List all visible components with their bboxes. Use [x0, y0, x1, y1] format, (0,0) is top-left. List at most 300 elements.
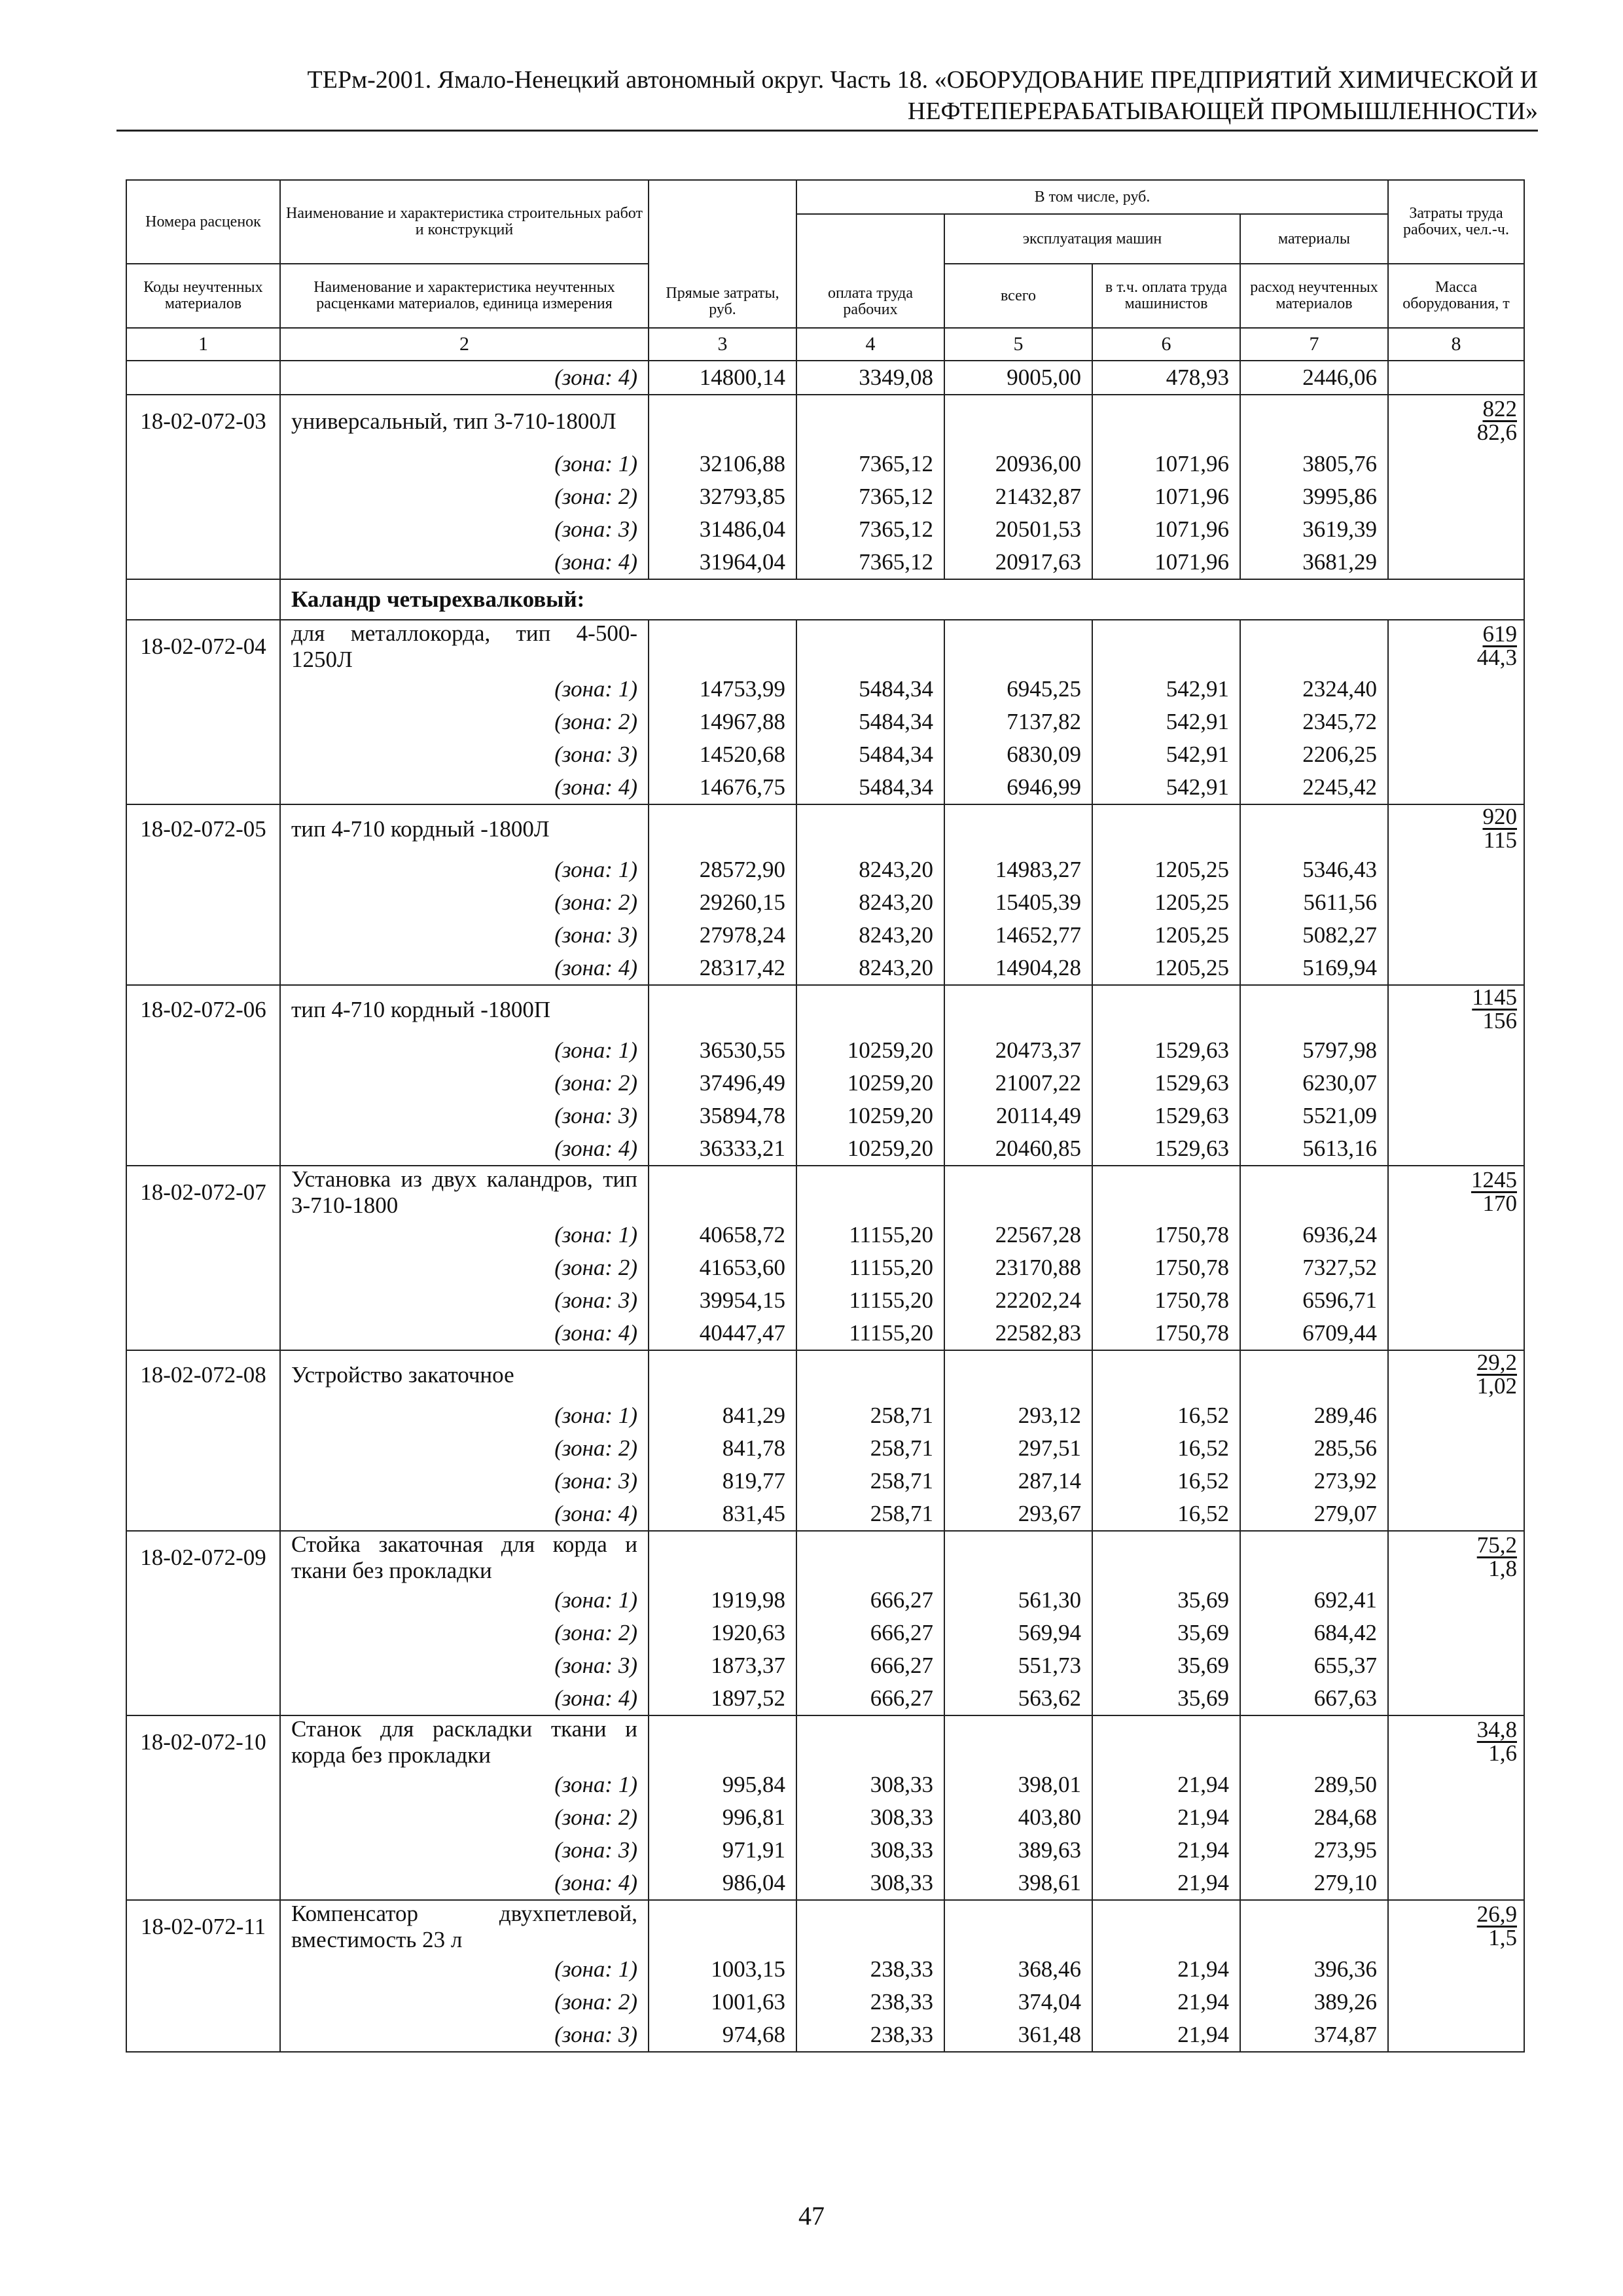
rate-code-cell [126, 706, 280, 738]
value-cell: 258,71 [796, 1498, 944, 1531]
value-cell: 14983,27 [944, 853, 1092, 886]
zone-label: (зона: 1) [280, 853, 649, 886]
value-cell: 3349,08 [796, 361, 944, 395]
value-cell: 1919,98 [649, 1584, 796, 1617]
value-cell: 289,50 [1240, 1768, 1388, 1801]
header-mass: Масса оборудования, т [1388, 264, 1524, 328]
value-cell: 971,91 [649, 1834, 796, 1867]
labor-mass-cell [1388, 1531, 1524, 1584]
empty-cell [944, 1350, 1092, 1399]
labor-value: 29,2 [1476, 1350, 1517, 1375]
value-cell: 2324,40 [1240, 673, 1388, 706]
value-cell: 6709,44 [1240, 1317, 1388, 1350]
header-in-total: В том числе, руб. [796, 180, 1388, 214]
page-number: 47 [798, 2201, 825, 2231]
header-wages [796, 214, 944, 328]
zone-label: (зона: 3) [280, 1284, 649, 1317]
header-machinist-wages: в т.ч. оплата труда машинистов [1092, 264, 1240, 328]
value-cell: 10259,20 [796, 1100, 944, 1132]
value-cell: 35,69 [1092, 1617, 1240, 1649]
labor-mass-cell [1388, 513, 1524, 546]
empty-cell [944, 1900, 1092, 1953]
zone-label: (зона: 1) [280, 1219, 649, 1251]
value-cell: 841,29 [649, 1399, 796, 1432]
labor-mass-cell [1388, 1350, 1524, 1399]
empty-cell [1092, 1900, 1240, 1953]
labor-mass-fraction [1477, 1351, 1517, 1398]
value-cell: 37496,49 [649, 1067, 796, 1100]
value-cell: 5082,27 [1240, 919, 1388, 952]
value-cell: 374,04 [944, 1986, 1092, 2018]
empty-cell [649, 1350, 796, 1399]
column-numbers-row [126, 328, 1524, 361]
zone-row [126, 1498, 1524, 1531]
empty-cell [1092, 1531, 1240, 1584]
labor-mass-fraction [1477, 1903, 1517, 1950]
empty-cell [1240, 620, 1388, 673]
value-cell: 41653,60 [649, 1251, 796, 1284]
rate-title: Компенсатор двухпетлевой, вместимость 23 л [280, 1900, 649, 1953]
column-number: 6 [1092, 328, 1240, 361]
value-cell: 10259,20 [796, 1067, 944, 1100]
value-cell: 5169,94 [1240, 952, 1388, 985]
labor-mass-cell [1388, 1867, 1524, 1900]
header-direct-costs-label: Прямые затраты, руб. [666, 285, 779, 318]
labor-mass-fraction [1477, 1534, 1517, 1581]
rate-title: Станок для раскладки ткани и корда без прокладки [280, 1715, 649, 1768]
value-cell: 14904,28 [944, 952, 1092, 985]
empty-cell [1092, 1350, 1240, 1399]
value-cell: 15405,39 [944, 886, 1092, 919]
zone-label: (зона: 2) [280, 1251, 649, 1284]
value-cell: 10259,20 [796, 1132, 944, 1166]
value-cell: 8243,20 [796, 886, 944, 919]
rate-item-row [126, 1531, 1524, 1584]
labor-value: 619 [1482, 621, 1517, 647]
zone-row [126, 1682, 1524, 1715]
value-cell: 7137,82 [944, 706, 1092, 738]
value-cell: 478,93 [1092, 361, 1240, 395]
rate-code-cell [126, 1067, 280, 1100]
zone-label: (зона: 4) [280, 546, 649, 579]
labor-mass-cell [1388, 706, 1524, 738]
rate-title: тип 4-710 кордный -1800Л [280, 804, 649, 853]
zone-row [126, 448, 1524, 480]
zone-row [126, 1584, 1524, 1617]
value-cell: 20460,85 [944, 1132, 1092, 1166]
zone-label: (зона: 2) [280, 1432, 649, 1465]
zone-label: (зона: 2) [280, 1801, 649, 1834]
labor-mass-cell [1388, 480, 1524, 513]
value-cell: 279,07 [1240, 1498, 1388, 1531]
value-cell: 1529,63 [1092, 1100, 1240, 1132]
value-cell: 7365,12 [796, 448, 944, 480]
labor-mass-cell [1388, 1067, 1524, 1100]
zone-label: (зона: 2) [280, 1986, 649, 2018]
value-cell: 8243,20 [796, 919, 944, 952]
zone-label: (зона: 1) [280, 1034, 649, 1067]
labor-mass-cell [1388, 1317, 1524, 1350]
value-cell: 1071,96 [1092, 448, 1240, 480]
value-cell: 6830,09 [944, 738, 1092, 771]
value-cell: 21,94 [1092, 1801, 1240, 1834]
rate-title: для металлокорда, тип 4-500-1250Л [280, 620, 649, 673]
value-cell: 16,52 [1092, 1432, 1240, 1465]
labor-mass-fraction [1477, 397, 1517, 444]
running-header-line-1: ТЕРм-2001. Ямало-Ненецкий автономный округ. Часть 18. «ОБОРУДОВАНИЕ ПРЕДПРИЯТИЙ ХИМИЧЕСКОЙ И [307, 66, 1538, 94]
labor-mass-cell [1388, 448, 1524, 480]
empty-cell [649, 1166, 796, 1219]
header-work-name: Наименование и характеристика строительных работ и конструкций [280, 180, 649, 264]
value-cell: 293,67 [944, 1498, 1092, 1531]
empty-cell [1240, 1531, 1388, 1584]
labor-value: 920 [1482, 804, 1517, 829]
value-cell: 279,10 [1240, 1867, 1388, 1900]
value-cell: 238,33 [796, 2018, 944, 2052]
value-cell: 7365,12 [796, 546, 944, 579]
labor-mass-fraction [1477, 1718, 1517, 1765]
rate-code: 18-02-072-03 [126, 395, 280, 448]
value-cell: 3995,86 [1240, 480, 1388, 513]
empty-cell [649, 1531, 796, 1584]
value-cell: 5484,34 [796, 706, 944, 738]
zone-row [126, 1768, 1524, 1801]
rate-code-cell [126, 546, 280, 579]
value-cell: 5797,98 [1240, 1034, 1388, 1067]
value-cell: 14520,68 [649, 738, 796, 771]
value-cell: 2245,42 [1240, 771, 1388, 804]
value-cell: 542,91 [1092, 673, 1240, 706]
labor-mass-cell [1388, 1399, 1524, 1432]
empty-cell [649, 1715, 796, 1768]
zone-label: (зона: 1) [280, 1953, 649, 1986]
header-row-1 [126, 180, 1524, 214]
rate-code-cell [126, 1284, 280, 1317]
section-title: Каландр четырехвалковый: [280, 579, 1524, 620]
rate-code: 18-02-072-10 [126, 1715, 280, 1768]
value-cell: 32106,88 [649, 448, 796, 480]
value-cell: 3619,39 [1240, 513, 1388, 546]
value-cell: 32793,85 [649, 480, 796, 513]
mass-value: 115 [1483, 827, 1517, 853]
value-cell: 284,68 [1240, 1801, 1388, 1834]
zone-label: (зона: 4) [280, 1682, 649, 1715]
zone-row [126, 546, 1524, 579]
value-cell: 666,27 [796, 1682, 944, 1715]
empty-cell [796, 1900, 944, 1953]
value-cell: 1750,78 [1092, 1219, 1240, 1251]
running-header-line-2: НЕФТЕПЕРЕРАБАТЫВАЮЩЕЙ ПРОМЫШЛЕННОСТИ» [907, 98, 1538, 125]
value-cell: 1071,96 [1092, 546, 1240, 579]
value-cell: 36333,21 [649, 1132, 796, 1166]
zone-row [126, 1317, 1524, 1350]
rate-code-cell [126, 1649, 280, 1682]
labor-mass-cell [1388, 1617, 1524, 1649]
empty-cell [1240, 395, 1388, 448]
rate-item-row [126, 620, 1524, 673]
column-number: 1 [126, 328, 280, 361]
labor-mass-cell [1388, 2018, 1524, 2052]
zone-label: (зона: 4) [280, 1132, 649, 1166]
labor-mass-cell [1388, 1166, 1524, 1219]
labor-mass-fraction [1483, 805, 1518, 852]
column-number: 5 [944, 328, 1092, 361]
labor-mass-cell [1388, 620, 1524, 673]
value-cell: 1750,78 [1092, 1317, 1240, 1350]
mass-value: 1,02 [1476, 1373, 1517, 1399]
labor-mass-cell [1388, 886, 1524, 919]
value-cell: 238,33 [796, 1986, 944, 2018]
value-cell: 1750,78 [1092, 1284, 1240, 1317]
rate-code-cell [126, 771, 280, 804]
mass-value: 82,6 [1476, 420, 1517, 445]
rate-code: 18-02-072-04 [126, 620, 280, 673]
value-cell: 35,69 [1092, 1584, 1240, 1617]
labor-mass-cell [1388, 1953, 1524, 1986]
rate-title: универсальный, тип 3-710-1800Л [280, 395, 649, 448]
value-cell: 289,46 [1240, 1399, 1388, 1432]
value-cell: 819,77 [649, 1465, 796, 1498]
labor-mass-cell [1388, 738, 1524, 771]
labor-mass-cell [1388, 673, 1524, 706]
value-cell: 273,95 [1240, 1834, 1388, 1867]
value-cell: 258,71 [796, 1399, 944, 1432]
empty-cell [944, 1531, 1092, 1584]
value-cell: 238,33 [796, 1953, 944, 1986]
value-cell: 22202,24 [944, 1284, 1092, 1317]
labor-mass-cell [1388, 395, 1524, 448]
value-cell: 11155,20 [796, 1284, 944, 1317]
empty-cell [796, 1715, 944, 1768]
value-cell: 21432,87 [944, 480, 1092, 513]
empty-cell [944, 804, 1092, 853]
value-cell: 398,01 [944, 1768, 1092, 1801]
empty-cell [1092, 985, 1240, 1034]
value-cell: 14676,75 [649, 771, 796, 804]
empty-cell [649, 985, 796, 1034]
value-cell: 40447,47 [649, 1317, 796, 1350]
labor-mass-cell [1388, 771, 1524, 804]
value-cell: 293,12 [944, 1399, 1092, 1432]
empty-cell [796, 620, 944, 673]
value-cell: 1529,63 [1092, 1034, 1240, 1067]
labor-mass-cell [1388, 361, 1524, 395]
header-rule [116, 130, 1538, 132]
labor-mass-cell [1388, 1465, 1524, 1498]
empty-cell [944, 395, 1092, 448]
value-cell: 666,27 [796, 1617, 944, 1649]
value-cell: 1205,25 [1092, 886, 1240, 919]
zone-label: (зона: 3) [280, 738, 649, 771]
labor-mass-cell [1388, 1986, 1524, 2018]
rate-item-row [126, 1166, 1524, 1219]
value-cell: 666,27 [796, 1584, 944, 1617]
empty-cell [1240, 1900, 1388, 1953]
header-direct-costs [649, 180, 796, 328]
value-cell: 14652,77 [944, 919, 1092, 952]
value-cell: 308,33 [796, 1867, 944, 1900]
value-cell: 2206,25 [1240, 738, 1388, 771]
value-cell: 396,36 [1240, 1953, 1388, 1986]
zone-label: (зона: 1) [280, 1768, 649, 1801]
value-cell: 542,91 [1092, 771, 1240, 804]
zone-row [126, 1251, 1524, 1284]
value-cell: 563,62 [944, 1682, 1092, 1715]
value-cell: 31964,04 [649, 546, 796, 579]
zone-label: (зона: 1) [280, 1399, 649, 1432]
zone-label: (зона: 4) [280, 952, 649, 985]
value-cell: 14967,88 [649, 706, 796, 738]
zone-label: (зона: 3) [280, 1100, 649, 1132]
value-cell: 569,94 [944, 1617, 1092, 1649]
zone-label: (зона: 2) [280, 886, 649, 919]
zone-row [126, 1953, 1524, 1986]
rate-code: 18-02-072-07 [126, 1166, 280, 1219]
empty-cell [1240, 804, 1388, 853]
labor-mass-cell [1388, 546, 1524, 579]
value-cell: 21,94 [1092, 1768, 1240, 1801]
empty-cell [1240, 1166, 1388, 1219]
zone-row [126, 2018, 1524, 2052]
value-cell: 996,81 [649, 1801, 796, 1834]
zone-label: (зона: 2) [280, 1067, 649, 1100]
zone-label: (зона: 2) [280, 1617, 649, 1649]
zone-row [126, 1617, 1524, 1649]
rate-title: тип 4-710 кордный -1800П [280, 985, 649, 1034]
header-labor: Затраты труда рабочих, чел.-ч. [1388, 180, 1524, 264]
value-cell: 21,94 [1092, 1867, 1240, 1900]
section-empty [126, 579, 280, 620]
rate-code-cell [126, 1867, 280, 1900]
price-table-body [126, 180, 1524, 2052]
value-cell: 28572,90 [649, 853, 796, 886]
labor-mass-cell [1388, 1801, 1524, 1834]
value-cell: 6230,07 [1240, 1067, 1388, 1100]
rate-code-cell [126, 1953, 280, 1986]
value-cell: 986,04 [649, 1867, 796, 1900]
value-cell: 11155,20 [796, 1251, 944, 1284]
value-cell: 374,87 [1240, 2018, 1388, 2052]
value-cell: 1205,25 [1092, 952, 1240, 985]
value-cell: 361,48 [944, 2018, 1092, 2052]
zone-row [126, 1432, 1524, 1465]
mass-value: 170 [1482, 1191, 1517, 1216]
rate-code-cell [126, 2018, 280, 2052]
rate-code-cell [126, 886, 280, 919]
zone-label: (зона: 4) [280, 1867, 649, 1900]
zone-row [126, 1465, 1524, 1498]
zone-row [126, 738, 1524, 771]
rate-code-cell [126, 1100, 280, 1132]
value-cell: 1920,63 [649, 1617, 796, 1649]
value-cell: 831,45 [649, 1498, 796, 1531]
rate-code-cell [126, 448, 280, 480]
value-cell: 1750,78 [1092, 1251, 1240, 1284]
zone-row [126, 919, 1524, 952]
rate-item-row [126, 1900, 1524, 1953]
value-cell: 11155,20 [796, 1317, 944, 1350]
value-cell: 22567,28 [944, 1219, 1092, 1251]
value-cell: 21,94 [1092, 1986, 1240, 2018]
value-cell: 389,26 [1240, 1986, 1388, 2018]
zone-row [126, 853, 1524, 886]
zone-row [126, 1834, 1524, 1867]
empty-cell [1240, 985, 1388, 1034]
value-cell: 995,84 [649, 1768, 796, 1801]
mass-value: 44,3 [1476, 645, 1517, 670]
value-cell: 5346,43 [1240, 853, 1388, 886]
header-rate-numbers: Номера расценок [126, 180, 280, 264]
header-materials-name: Наименование и характеристика неучтенных расценками материалов, единица измерения [280, 264, 649, 328]
rate-code-cell [126, 480, 280, 513]
zone-label: (зона: 3) [280, 919, 649, 952]
rate-code-cell [126, 1219, 280, 1251]
labor-mass-cell [1388, 952, 1524, 985]
empty-cell [796, 985, 944, 1034]
value-cell: 31486,04 [649, 513, 796, 546]
rate-code-cell [126, 1986, 280, 2018]
value-cell: 29260,15 [649, 886, 796, 919]
value-cell: 7365,12 [796, 480, 944, 513]
value-cell: 542,91 [1092, 706, 1240, 738]
column-number: 3 [649, 328, 796, 361]
rate-code-cell [126, 1132, 280, 1166]
value-cell: 16,52 [1092, 1399, 1240, 1432]
value-cell: 21,94 [1092, 1953, 1240, 1986]
value-cell: 258,71 [796, 1432, 944, 1465]
value-cell: 308,33 [796, 1768, 944, 1801]
value-cell: 285,56 [1240, 1432, 1388, 1465]
value-cell: 551,73 [944, 1649, 1092, 1682]
labor-mass-fraction [1471, 1168, 1517, 1215]
labor-mass-cell [1388, 1584, 1524, 1617]
labor-mass-fraction [1477, 622, 1517, 670]
zone-row [126, 1399, 1524, 1432]
value-cell: 5484,34 [796, 738, 944, 771]
labor-mass-cell [1388, 1132, 1524, 1166]
value-cell: 21,94 [1092, 1834, 1240, 1867]
labor-mass-cell [1388, 1251, 1524, 1284]
labor-mass-cell [1388, 1900, 1524, 1953]
empty-cell [1092, 1715, 1240, 1768]
value-cell: 6945,25 [944, 673, 1092, 706]
zone-row [126, 1100, 1524, 1132]
zone-label: (зона: 1) [280, 1584, 649, 1617]
column-number: 7 [1240, 328, 1388, 361]
value-cell: 1071,96 [1092, 513, 1240, 546]
labor-mass-cell [1388, 853, 1524, 886]
zone-row [126, 361, 1524, 395]
value-cell: 273,92 [1240, 1465, 1388, 1498]
value-cell: 6936,24 [1240, 1219, 1388, 1251]
rate-code: 18-02-072-08 [126, 1350, 280, 1399]
rate-code-cell [126, 1465, 280, 1498]
value-cell: 5611,56 [1240, 886, 1388, 919]
price-table [126, 179, 1525, 2053]
zone-label: (зона: 3) [280, 513, 649, 546]
value-cell: 5521,09 [1240, 1100, 1388, 1132]
labor-mass-cell [1388, 1834, 1524, 1867]
zone-row [126, 771, 1524, 804]
value-cell: 35894,78 [649, 1100, 796, 1132]
value-cell: 14800,14 [649, 361, 796, 395]
empty-cell [796, 804, 944, 853]
zone-row [126, 1649, 1524, 1682]
labor-value: 26,9 [1476, 1901, 1517, 1927]
value-cell: 28317,42 [649, 952, 796, 985]
zone-label: (зона: 2) [280, 480, 649, 513]
empty-cell [1092, 395, 1240, 448]
